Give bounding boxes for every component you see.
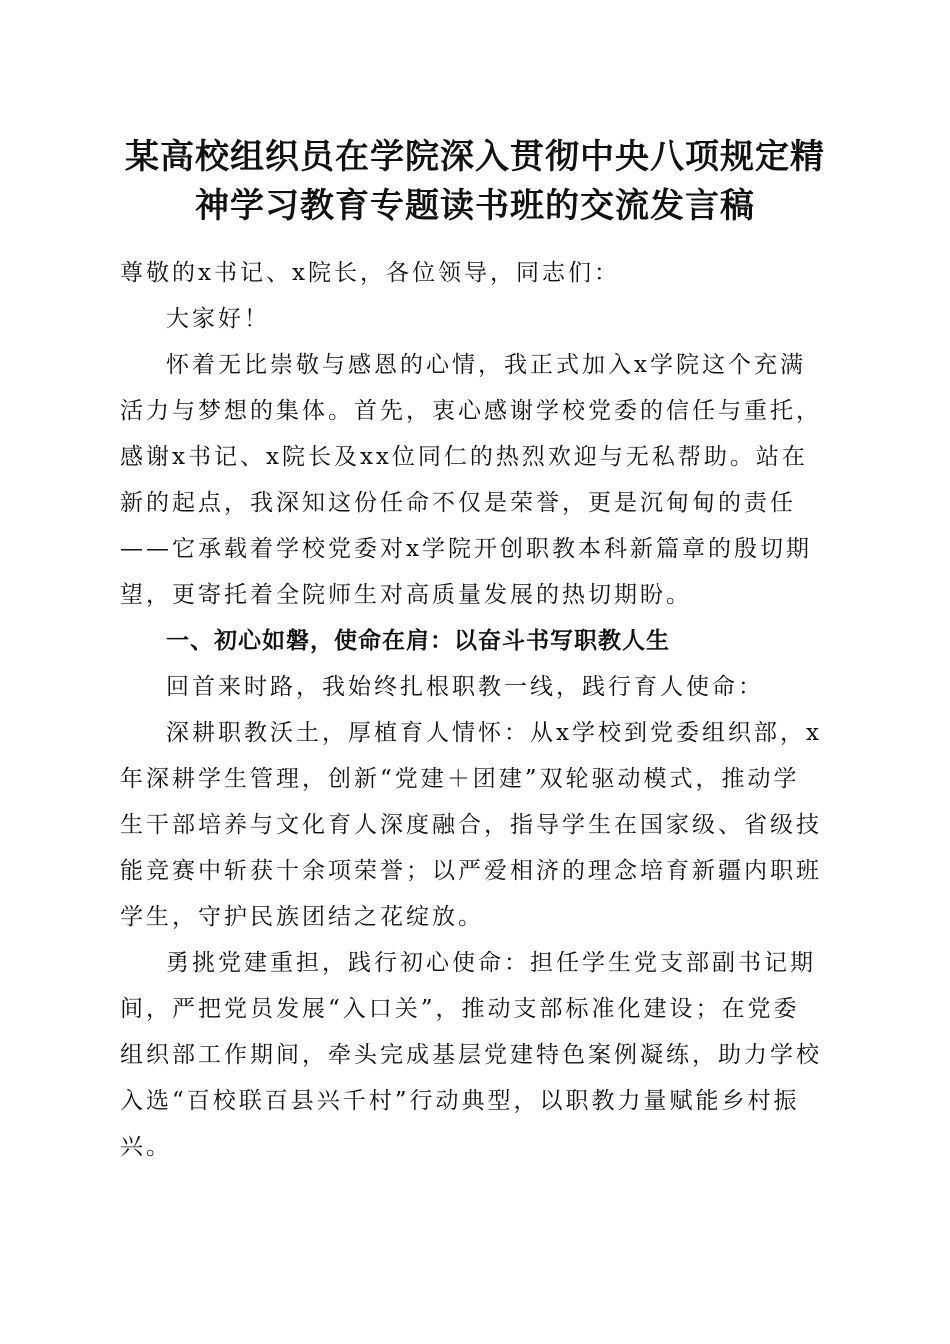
paragraph-line: 兴。 [120, 1134, 172, 1160]
document-body [120, 250, 830, 1170]
paragraph-party-building [120, 940, 830, 1170]
paragraph-line: 年深耕学生管理，创新“党建＋团建”双轮驱动模式，推动学 [120, 766, 800, 792]
paragraph-line: 间，严把党员发展“入口关”，推动支部标准化建设；在党委 [120, 996, 800, 1022]
paragraph-line: 勇挑党建重担，践行初心使命：担任学生党支部副书记期 [166, 950, 816, 976]
paragraph-line: 学生，守护民族团结之花绽放。 [120, 904, 484, 930]
paragraph-line: 深耕职教沃土，厚植育人情怀：从x学校到党委组织部，x [166, 720, 822, 746]
paragraph-line: 感谢x书记、x院长及xx位同仁的热烈欢迎与无私帮助。站在 [120, 444, 808, 470]
paragraph-line: 望，更寄托着全院师生对高质量发展的热切期盼。 [120, 582, 692, 608]
paragraph-line: 入选“百校联百县兴千村”行动典型，以职教力量赋能乡村振 [120, 1088, 800, 1114]
paragraph-line: 组织部工作期间，牵头完成基层党建特色案例凝练，助力学校 [120, 1042, 822, 1068]
salutation: 尊敬的x书记、x院长，各位领导，同志们： [120, 260, 620, 286]
document-title [105, 133, 845, 231]
paragraph-line: 能竞赛中斩获十余项荣誉；以严爱相济的理念培育新疆内职班 [120, 858, 822, 884]
paragraph-line: 怀着无比崇敬与感恩的心情，我正式加入x学院这个充满 [166, 352, 806, 378]
paragraph-intro [120, 342, 830, 618]
paragraph-vocational [120, 710, 830, 940]
title-line-1: 某高校组织员在学院深入贯彻中央八项规定精 [125, 137, 825, 177]
paragraph-line: ——它承载着学校党委对x学院开创职教本科新篇章的殷切期 [120, 536, 812, 562]
paragraph-line: 新的起点，我深知这份任命不仅是荣誉，更是沉甸甸的责任 [120, 490, 796, 516]
paragraph-line: 活力与梦想的集体。首先，衷心感谢学校党委的信任与重托， [120, 398, 822, 424]
greeting: 大家好！ [166, 306, 270, 332]
section-intro: 回首来时路，我始终扎根职教一线，践行育人使命： [166, 674, 764, 700]
paragraph-line: 生干部培养与文化育人深度融合，指导学生在国家级、省级技 [120, 812, 822, 838]
section-heading: 一、初心如磐，使命在肩：以奋斗书写职教人生 [166, 628, 670, 654]
title-line-2: 神学习教育专题读书班的交流发言稿 [195, 186, 755, 226]
